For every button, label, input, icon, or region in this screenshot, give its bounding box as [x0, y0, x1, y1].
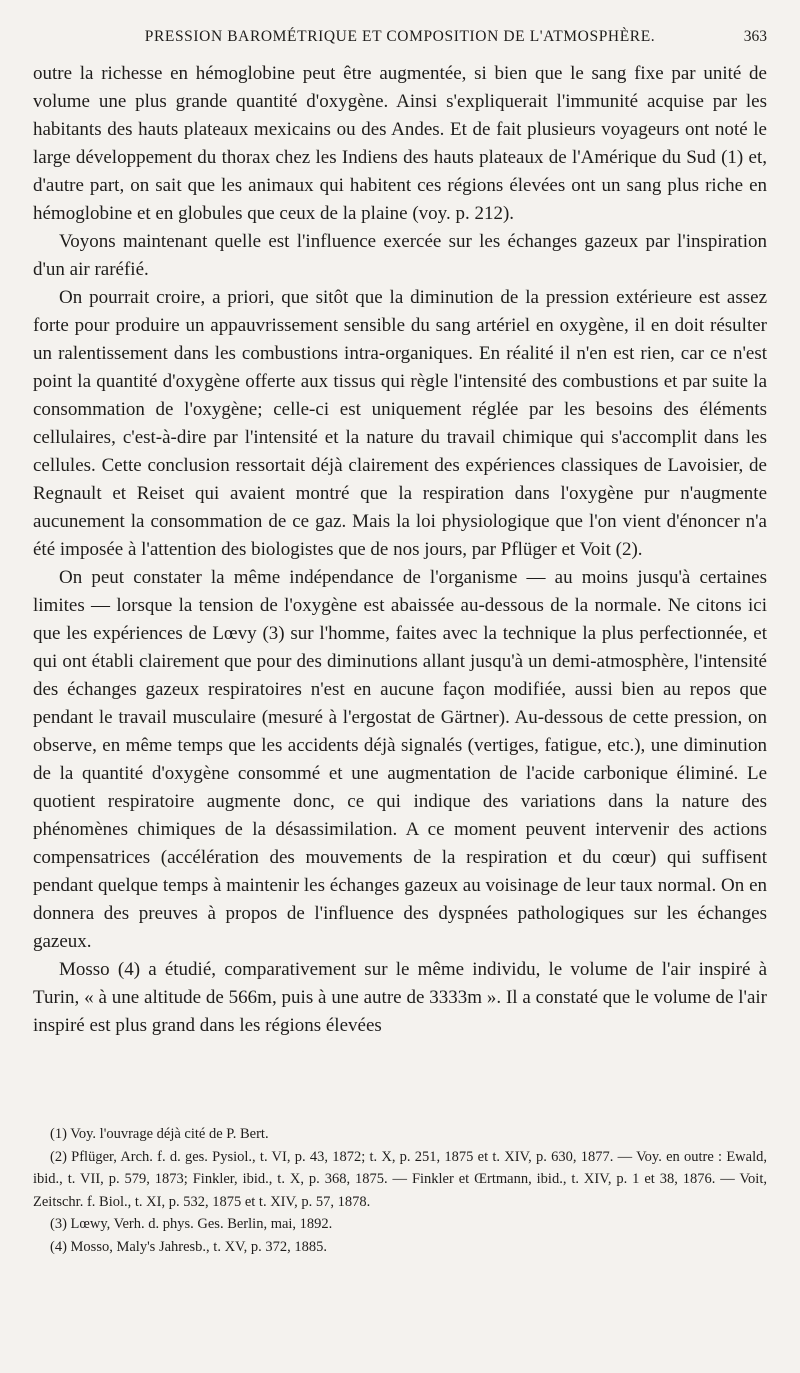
footnote: (1) Voy. l'ouvrage déjà cité de P. Bert.	[50, 1126, 269, 1142]
paragraph: On pourrait croire, a priori, que sitôt que la diminution de la pression extérieure est assez forte pour produire un appauvrissement sensible du sang artériel en oxygène, il en doit résulter un ralentissement dans les combustions intra-organiques. En réalité il n'en est rien, car ce n'est point la quantité d'oxygène offerte aux tissus qui règle l'intensité des combustions et par suite la consommation de l'oxygène; celle-ci est uniquement réglée par les besoins des éléments cellulaires, c'est-à-dire par l'intensité et la nature du travail chimique qui s'accomplit dans les cellules. Cette conclusion ressortait déjà clairement des expériences classiques de Lavoisier, de Regnault et Reiset qui avaient montré que la respiration dans l'oxygène pur n'augmente aucunement la consommation de ce gaz. Mais la loi physiologique que l'on vient d'énoncer n'a été imposée à l'attention des biologistes que de nos jours, par Pflüger et Voit (2).	[33, 287, 767, 560]
page-header	[0, 28, 800, 58]
paragraph: On peut constater la même indépendance de l'organisme — au moins jusqu'à certaines limites — lorsque la tension de l'oxygène est abaissée au-dessous de la normale. Ne citons ici que les expériences de Lœvy (3) sur l'homme, faites avec la technique la plus perfectionnée, et qui ont établi clairement que pour des diminutions allant jusqu'à un demi-atmosphère, l'intensité des échanges gazeux respiratoires n'est en aucune façon modifiée, aussi bien au repos que pendant le travail musculaire (mesuré à l'ergostat de Gärtner). Au-dessous de cette pression, on observe, en même temps que les accidents déjà signalés (vertiges, fatigue, etc.), une diminution de la quantité d'oxygène consommé et une augmentation de l'acide carbonique éliminé. Le quotient respiratoire augmente donc, ce qui indique des variations dans la nature des phénomènes chimiques de la désassimilation. A ce moment peuvent intervenir des actions compensatrices (accélération des mouvements de la respiration et du cœur) qui suffisent pendant quelque temps à maintenir les échanges gazeux au voisinage de leur taux normal. On en donnera des preuves à propos de l'influence des dyspnées pathologiques sur les échanges gazeux.	[33, 567, 767, 952]
footnote: (2) Pflüger, Arch. f. d. ges. Pysiol., t. VI, p. 43, 1872; t. X, p. 251, 1875 et t. XIV, p. 630, 1877. — Voy. en outre : Ewald, ibid., t. VII, p. 579, 1873; Finkler, ibid., t. X, p. 368, 1875. — Finkler et Œrtmann, ibid., t. XIV, p. 1 et 38, 1876. — Voit, Zeitschr. f. Biol., t. XI, p. 532, 1875 et t. XIV, p. 57, 1878.	[33, 1148, 767, 1210]
paragraph: Mosso (4) a étudié, comparativement sur le même individu, le volume de l'air inspiré à Turin, « à une altitude de 566m, puis à une autre de 3333m ». Il a constaté que le volume de l'air inspiré est plus grand dans les régions élevées	[33, 959, 767, 1036]
page-number: 363	[743, 28, 767, 45]
paragraph: outre la richesse en hémoglobine peut être augmentée, si bien que le sang fixe par unité de volume une plus grande quantité d'oxygène. Ainsi s'expliquerait l'immunité acquise par les habitants des hauts plateaux mexicains ou des Andes. Et de fait plusieurs voyageurs ont noté le large développement du thorax chez les Indiens des hauts plateaux de l'Amérique du Sud (1) et, d'autre part, on sait que les animaux qui habitent ces régions élevées ont un sang plus riche en hémoglobine et en globules que ceux de la plaine (voy. p. 212).	[33, 63, 767, 224]
footnote: (4) Mosso, Maly's Jahresb., t. XV, p. 372, 1885.	[50, 1238, 328, 1255]
paragraph: Voyons maintenant quelle est l'influence exercée sur les échanges gazeux par l'inspiration d'un air raréfié.	[33, 231, 767, 280]
footnote: (3) Lœwy, Verh. d. phys. Ges. Berlin, mai, 1892.	[50, 1216, 333, 1232]
body-text	[33, 60, 767, 1040]
running-head: PRESSION BAROMÉTRIQUE ET COMPOSITION DE L'ATMOSPHÈRE.	[144, 28, 656, 45]
footnotes	[33, 1123, 767, 1258]
